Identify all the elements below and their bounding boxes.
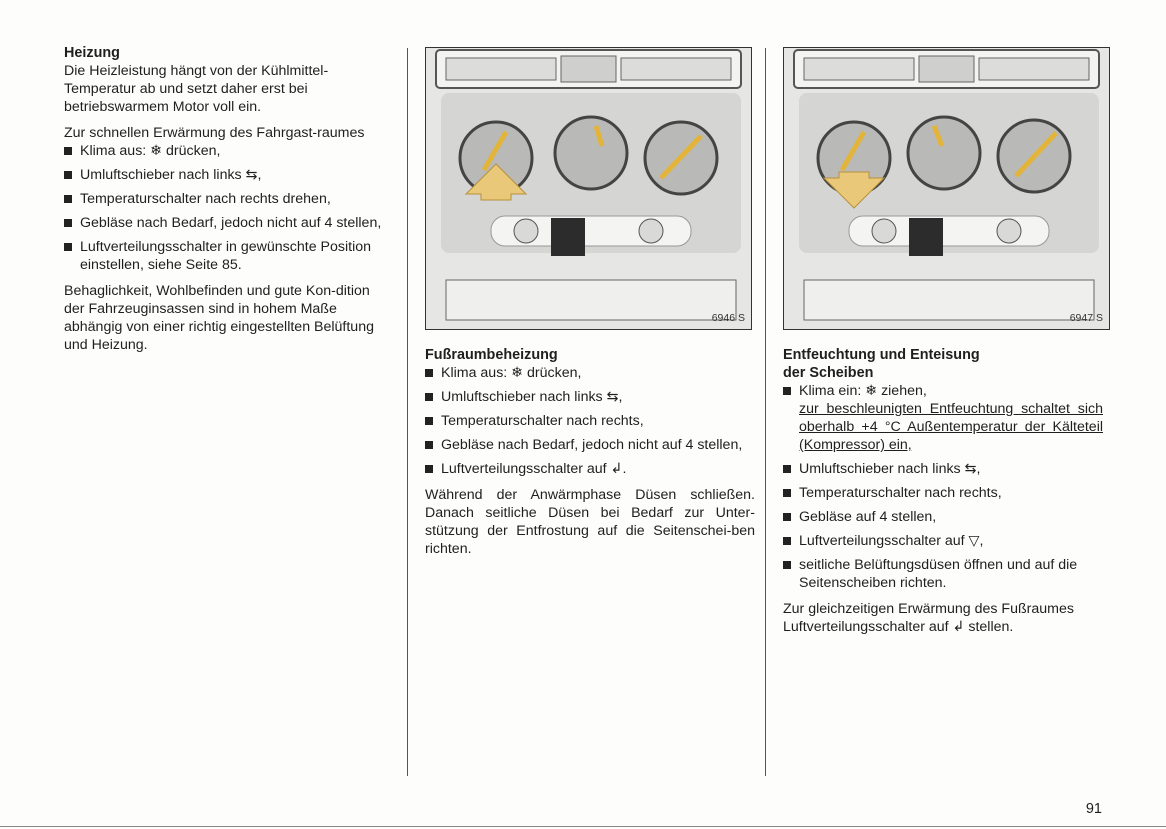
list-item: Luftverteilungsschalter in gewünschte Position einstellen, siehe Seite 85. (64, 238, 386, 274)
list-item: Temperaturschalter nach rechts, (425, 412, 755, 430)
list-item: Umluftschieber nach links ⇆, (783, 460, 1103, 478)
instruction-list-fussraum (425, 364, 755, 478)
list-item: Luftverteilungsschalter auf ↲. (425, 460, 755, 478)
bottom-border (0, 826, 1166, 827)
closing-paragraph: Zur gleichzeitigen Erwärmung des Fußraumes Luftverteilungsschalter auf ↲ stellen. (783, 601, 1074, 635)
column-entfeuchtung (783, 346, 1103, 636)
heading-fussraumbeheizung: Fußraumbeheizung (425, 347, 558, 363)
control-panel-illustration (784, 48, 1109, 329)
list-item (783, 382, 1103, 454)
list-item: Temperaturschalter nach rechts drehen, (64, 190, 386, 208)
figure-code: 6946 S (711, 312, 745, 324)
page-number: 91 (1085, 801, 1102, 817)
column-fussraumbeheizung (425, 346, 755, 558)
figure-code: 6947 S (1069, 312, 1103, 324)
heading-line: der Scheiben (783, 365, 874, 381)
list-item: Gebläse nach Bedarf, jedoch nicht auf 4 stellen, (64, 214, 386, 232)
list-item: Gebläse nach Bedarf, jedoch nicht auf 4 stellen, (425, 436, 755, 454)
list-item: Klima aus: ❄ drücken, (425, 364, 755, 382)
figure-control-panel-defrost (783, 47, 1110, 330)
closing-paragraph: Während der Anwärmphase Düsen schließen. Danach seitliche Düsen bei Bedarf zur Unter-stützung der Entfrostung auf die Seitenschei-ben richten. (425, 487, 755, 557)
heading-heizung: Heizung (64, 45, 120, 61)
control-panel-illustration (426, 48, 751, 329)
lead-paragraph: Zur schnellen Erwärmung des Fahrgast-raumes (64, 125, 365, 141)
column-heizung (64, 44, 386, 354)
instruction-list-entfeuchtung (783, 382, 1103, 592)
heading-entfeuchtung (783, 346, 1103, 382)
list-item: Umluftschieber nach links ⇆, (64, 166, 386, 184)
figure-control-panel-footwell (425, 47, 752, 330)
intro-paragraph: Die Heizleistung hängt von der Kühlmittel-Temperatur ab und setzt daher erst bei betriebswarmem Motor voll ein. (64, 63, 329, 115)
column-divider (765, 48, 766, 776)
instruction-list-heizung (64, 142, 386, 274)
list-item: Klima aus: ❄ drücken, (64, 142, 386, 160)
heading-line: Entfeuchtung und Enteisung (783, 347, 980, 363)
column-divider (407, 48, 408, 776)
list-item: seitliche Belüftungsdüsen öffnen und auf die Seitenscheiben richten. (783, 556, 1103, 592)
closing-paragraph: Behaglichkeit, Wohlbefinden und gute Kon-dition der Fahrzeuginsassen sind in hohem Maße abhängig von einer richtig eingestellten Belüftung und Heizung. (64, 283, 374, 353)
list-item: Umluftschieber nach links ⇆, (425, 388, 755, 406)
underlined-note: zur beschleunigten Entfeuchtung schaltet sich oberhalb +4 °C Außentemperatur der Kälteteil (Kompressor) ein, (799, 401, 1103, 453)
list-item: Temperaturschalter nach rechts, (783, 484, 1103, 502)
list-item: Luftverteilungsschalter auf ▽, (783, 532, 1103, 550)
list-item: Gebläse auf 4 stellen, (783, 508, 1103, 526)
list-item-text: Klima ein: ❄ ziehen, (799, 383, 927, 399)
